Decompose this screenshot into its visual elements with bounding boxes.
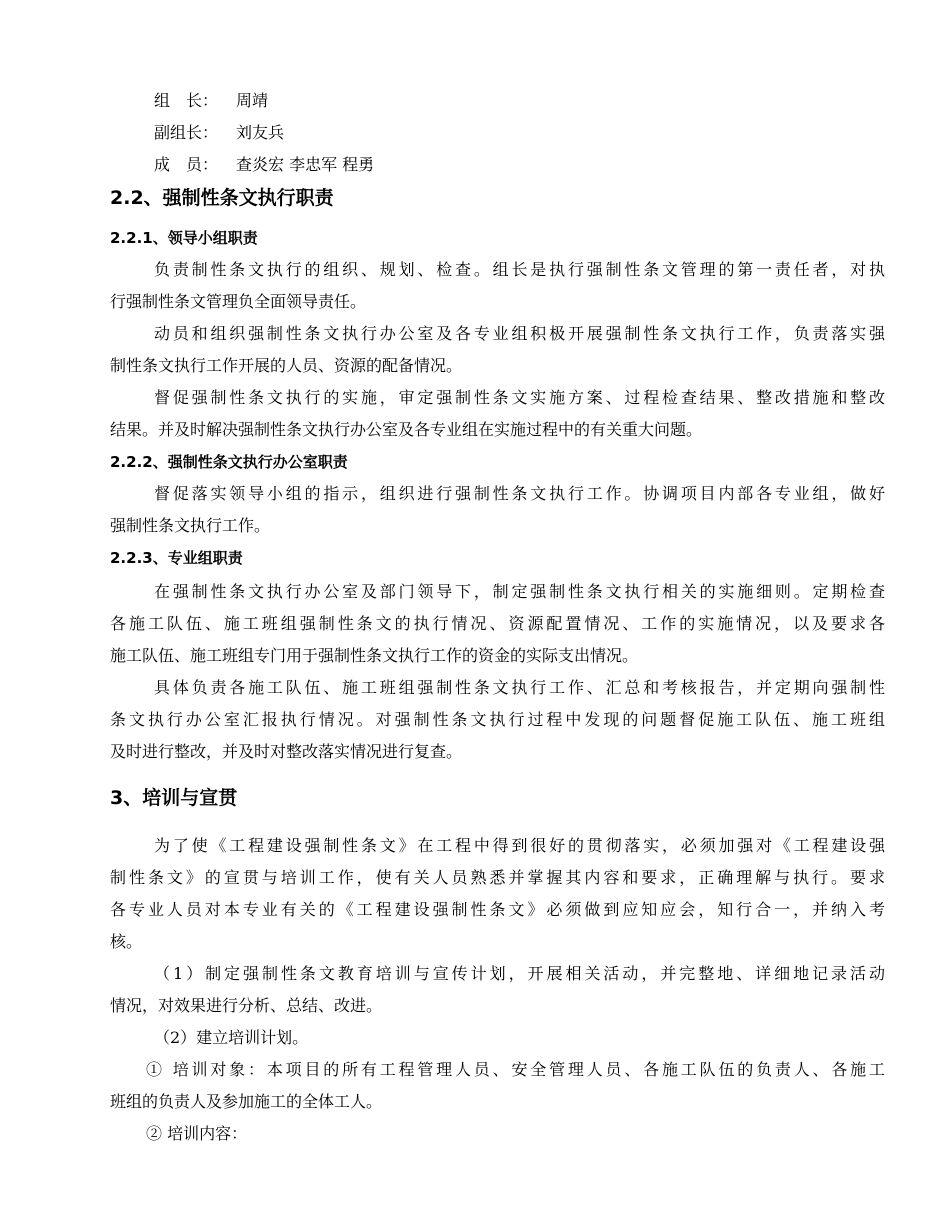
member-deputy bbox=[154, 123, 284, 143]
member-role: 副组长： bbox=[154, 123, 219, 142]
paragraph-line: 在强制性条文执行办公室及部门领导下，制定强制性条文执行相关的实施细则。定期检查 bbox=[154, 582, 885, 601]
paragraph-line: 制性条文执行工作开展的人员、资源的配备情况。 bbox=[110, 356, 463, 375]
member-names: 查炎宏 李忠军 程勇 bbox=[236, 155, 375, 174]
paragraph-line: 具体负责各施工队伍、施工班组强制性条文执行工作、汇总和考核报告，并定期向强制性 bbox=[154, 678, 885, 697]
paragraph-line: 情况，对效果进行分析、总结、改进。 bbox=[110, 996, 383, 1015]
subsection-heading-2-2-3: 2.2.3、专业组职责 bbox=[110, 549, 243, 567]
paragraph-line: （1）制定强制性条文教育培训与宣传计划，开展相关活动，并完整地、详细地记录活动 bbox=[154, 964, 885, 983]
paragraph-line: 督促强制性条文执行的实施，审定强制性条文实施方案、过程检查结果、整改措施和整改 bbox=[154, 388, 885, 407]
paragraph-line: 各专业人员对本专业有关的《工程建设强制性条文》必须做到应知应会，知行合一，并纳入考 bbox=[110, 900, 885, 919]
paragraph-line: 核。 bbox=[110, 932, 143, 951]
paragraph-line: 制性条文》的宣贯与培训工作，使有关人员熟悉并掌握其内容和要求，正确理解与执行。要求 bbox=[110, 868, 885, 887]
paragraph-line: 班组的负责人及参加施工的全体工人。 bbox=[110, 1092, 383, 1111]
paragraph-line: 条文执行办公室汇报执行情况。对强制性条文执行过程中发现的问题督促施工队伍、施工班组 bbox=[110, 710, 885, 729]
subsection-heading-2-2-2: 2.2.2、强制性条文执行办公室职责 bbox=[110, 453, 348, 471]
paragraph-line: 行强制性条文管理负全面领导责任。 bbox=[110, 292, 367, 311]
paragraph-line: 动员和组织强制性条文执行办公室及各专业组积极开展强制性条文执行工作，负责落实强 bbox=[154, 324, 885, 343]
paragraph-line: 结果。并及时解决强制性条文执行办公室及各专业组在实施过程中的有关重大问题。 bbox=[110, 420, 703, 439]
member-names: 刘友兵 bbox=[236, 123, 285, 142]
subsection-heading-2-2-1: 2.2.1、领导小组职责 bbox=[110, 229, 258, 247]
paragraph-line: 及时进行整改，并及时对整改落实情况进行复查。 bbox=[110, 742, 463, 761]
paragraph-line: （2）建立培训计划。 bbox=[154, 1028, 309, 1047]
paragraph-line: 施工队伍、施工班组专门用于强制性条文执行工作的资金的实际支出情况。 bbox=[110, 646, 639, 665]
paragraph-line: 各施工队伍、施工班组强制性条文的执行情况、资源配置情况、工作的实施情况，以及要求各 bbox=[110, 614, 885, 633]
member-names: 周靖 bbox=[236, 91, 269, 110]
section-heading-3: 3、培训与宣贯 bbox=[110, 787, 238, 809]
paragraph-line: 强制性条文执行工作。 bbox=[110, 516, 271, 535]
paragraph-line: ① 培训对象：本项目的所有工程管理人员、安全管理人员、各施工队伍的负责人、各施工 bbox=[146, 1060, 885, 1079]
paragraph-line: 负责制性条文执行的组织、规划、检查。组长是执行强制性条文管理的第一责任者，对执 bbox=[154, 260, 885, 279]
member-members bbox=[154, 155, 374, 175]
member-role: 组 长： bbox=[154, 91, 219, 110]
section-heading-2-2: 2.2、强制性条文执行职责 bbox=[110, 187, 334, 209]
paragraph-line: 为了使《工程建设强制性条文》在工程中得到很好的贯彻落实，必须加强对《工程建设强 bbox=[154, 836, 885, 855]
member-leader bbox=[154, 91, 268, 111]
paragraph-line: 督促落实领导小组的指示，组织进行强制性条文执行工作。协调项目内部各专业组，做好 bbox=[154, 484, 885, 503]
paragraph-line: ② 培训内容： bbox=[146, 1124, 248, 1143]
member-role: 成 员： bbox=[154, 155, 219, 174]
